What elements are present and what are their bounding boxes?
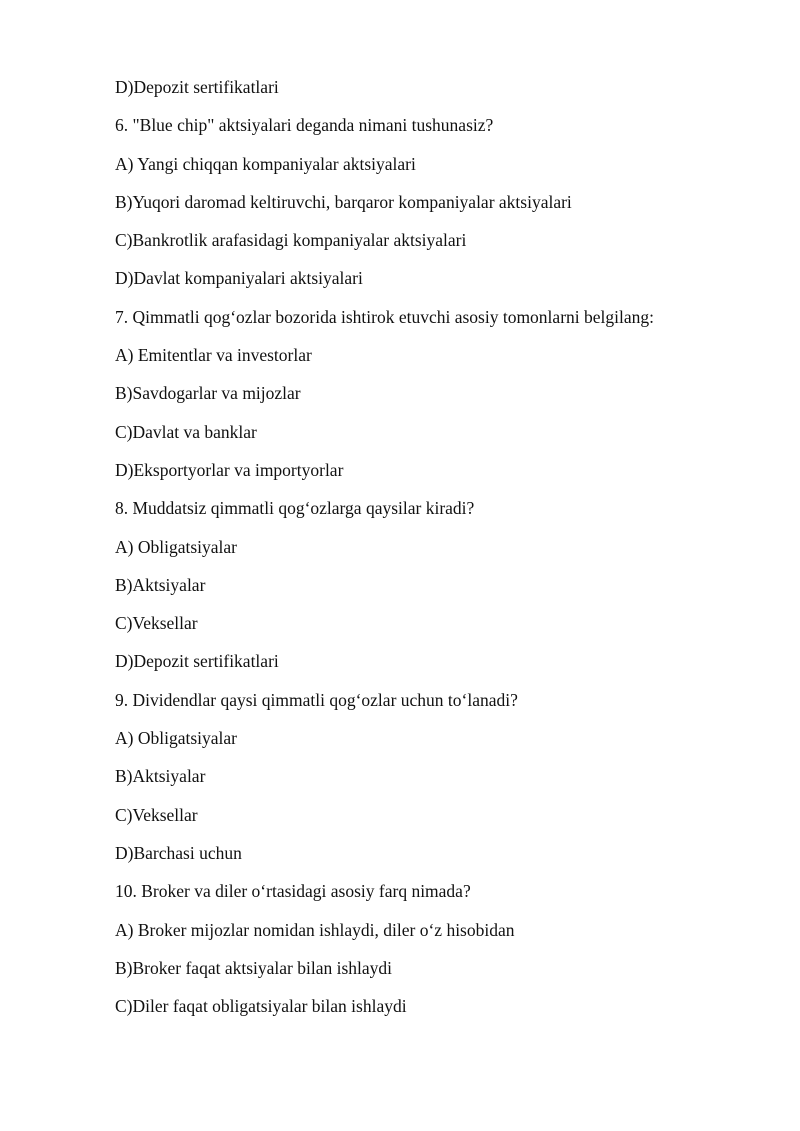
answer-option: C)Davlat va banklar [115,421,257,442]
answer-option: B)Savdogarlar va mijozlar [115,383,301,404]
question-text: 8. Muddatsiz qimmatli qog‘ozlarga qaysilar kiradi? [115,498,475,519]
answer-option: C)Bankrotlik arafasidagi kompaniyalar aktsiyalari [115,230,467,251]
answer-option: C)Diler faqat obligatsiyalar bilan ishlaydi [115,996,407,1017]
answer-option: A) Obligatsiyalar [115,728,237,749]
question-text: 7. Qimmatli qog‘ozlar bozorida ishtirok etuvchi asosiy tomonlarni belgilang: [115,306,654,327]
answer-option: D)Eksportyorlar va importyorlar [115,459,344,480]
answer-option: D)Davlat kompaniyalari aktsiyalari [115,268,363,289]
answer-option: D)Barchasi uchun [115,842,242,863]
answer-option: C)Veksellar [115,613,198,634]
question-text: 10. Broker va diler o‘rtasidagi asosiy farq nimada? [115,881,471,902]
question-text: 9. Dividendlar qaysi qimmatli qog‘ozlar uchun to‘lanadi? [115,689,518,710]
answer-option: D)Depozit sertifikatlari [115,651,279,672]
question-text: 6. "Blue chip" aktsiyalari deganda nimani tushunasiz? [115,115,494,136]
answer-option: B)Yuqori daromad keltiruvchi, barqaror kompaniyalar aktsiyalari [115,191,572,212]
answer-option: A) Emitentlar va investorlar [115,345,312,366]
answer-option: B)Aktsiyalar [115,766,206,787]
text-lines [115,74,755,1031]
answer-option: D)Depozit sertifikatlari [115,77,279,97]
answer-option: B)Aktsiyalar [115,574,206,595]
answer-option: A) Obligatsiyalar [115,536,237,557]
answer-option: C)Veksellar [115,804,198,825]
answer-option: A) Yangi chiqqan kompaniyalar aktsiyalari [115,153,416,174]
answer-option: A) Broker mijozlar nomidan ishlaydi, diler o‘z hisobidan [115,919,515,940]
answer-option: B)Broker faqat aktsiyalar bilan ishlaydi [115,957,393,978]
